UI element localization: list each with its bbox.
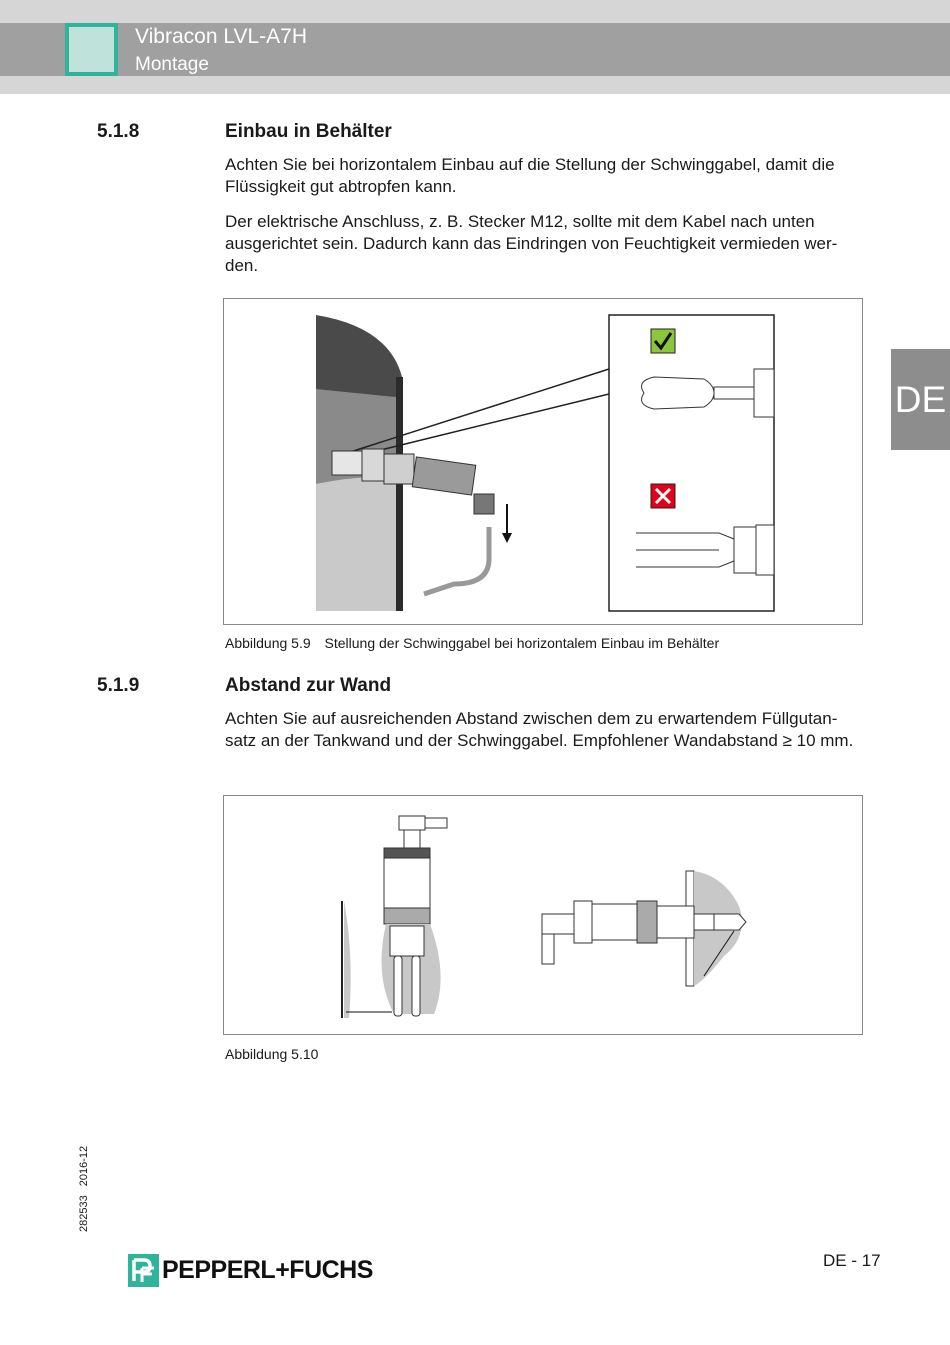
section-number: 5.1.8 xyxy=(97,121,140,142)
figure-5-9 xyxy=(223,298,863,625)
pepperl-fuchs-logo-icon xyxy=(128,1254,159,1287)
figure-5-10 xyxy=(223,795,863,1035)
paragraph: Achten Sie auf ausreichenden Abstand zwischen dem zu erwartendem Füllgutan-satz an der Tankwand und der Schwinggabel. Empfohlener Wandabstand ≥ 10 mm. xyxy=(225,709,854,750)
paragraph: Der elektrische Anschluss, z. B. Stecker M12, sollte mit dem Kabel nach unten ausgerichtet sein. Dadurch kann das Eindringen von Feuchtigkeit vermieden wer-den. xyxy=(225,212,838,275)
paragraph: Achten Sie bei horizontalem Einbau auf die Stellung der Schwinggabel, damit die Flüssigkeit gut abtropfen kann. xyxy=(225,155,835,196)
figure-caption xyxy=(225,635,719,651)
header-logo-square xyxy=(65,23,118,76)
figure-caption: Abbildung 5.10 xyxy=(225,1046,319,1062)
brand-logo xyxy=(128,1254,373,1287)
caption-label: Abbildung 5.9 xyxy=(225,635,311,651)
section-number: 5.1.9 xyxy=(97,675,140,696)
language-tab: DE xyxy=(891,349,950,450)
installation-illustration xyxy=(224,299,862,624)
wall-distance-illustration xyxy=(224,796,862,1034)
brand-name: PEPPERL+FUCHS xyxy=(162,1256,373,1284)
section-title: Einbau in Behälter xyxy=(225,121,392,142)
header-title: Vibracon LVL-A7H xyxy=(135,25,307,48)
document-code: 282533 2016-12 xyxy=(78,1145,90,1232)
section-title: Abstand zur Wand xyxy=(225,675,392,696)
header-subtitle: Montage xyxy=(135,54,209,75)
caption-text: Stellung der Schwinggabel bei horizontalem Einbau im Behälter xyxy=(324,635,720,651)
page-number: DE - 17 xyxy=(823,1251,881,1270)
